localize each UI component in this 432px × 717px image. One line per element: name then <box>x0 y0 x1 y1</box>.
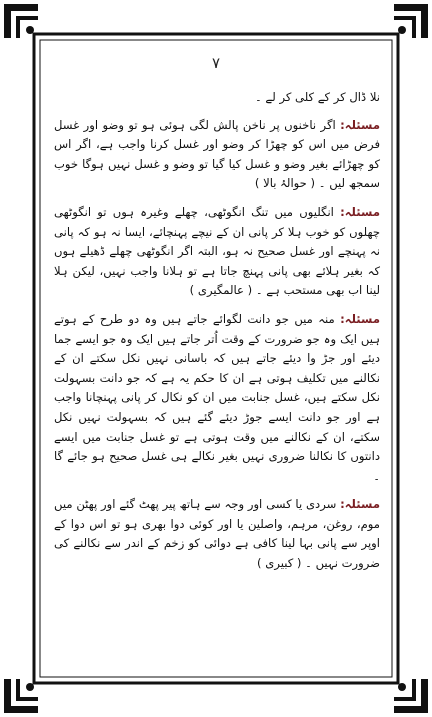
masala-paragraph <box>54 495 380 573</box>
masala-label: مسئلہ: <box>340 497 380 512</box>
paragraph-text: سردی یا کسی اور وجہ سے ہاتھ پیر پھٹ گئے اور پھٹن میں موم، روغن، مرہم، واصلین یا اور کوئی دوا بھری ہو تو اس دوا کے اوپر سے پانی بہا لینا کافی ہے دوائی کو زخم کے اندر سے نکالنے کی ضرورت نہیں ۔ <box>54 497 380 571</box>
reference-note: ( عالمگیری ) <box>189 283 253 298</box>
masala-paragraph <box>54 116 380 194</box>
continuation-line <box>54 88 380 108</box>
reference-note: ( حوالۂ بالا ) <box>254 176 316 191</box>
paragraph-text: منہ میں جو دانت لگوائے جاتے ہیں وہ دو طرح کے ہوتے ہیں ایک وہ جو ضرورت کے وقت اُتر جاتے ہیں ایک وہ جو ایسے جما دیئے اور جڑ وا دیئے جاتے ہیں کہ باسانی نہیں نکل سکتے ان کے نکالنے میں تکلیف ہوتی ہے ان کا حکم یہ ہے کہ جو دانت بسہولت نکل سکتے ہیں، غسل جنابت میں ان کو نکال کر پانی پہنچانا واجب ہے اور جو دانت ایسے جوڑ دیئے گئے ہیں کہ بسہولت نہیں نکل سکتے، ان کے نکالنے میں وقت ہوتی ہے تو غسل جنابت میں ایسے دانتوں کا نکالنا ضروری نہیں بغیر نکالے ہی غسل صحیح ہو جائے گا ۔ <box>54 311 380 483</box>
masala-label: مسئلہ: <box>340 117 381 132</box>
masala-paragraph <box>54 203 380 301</box>
masala-label: مسئلہ: <box>340 204 380 219</box>
masala-label: مسئلہ: <box>340 311 381 326</box>
paragraph-text: نلا ڈال کر کے کلی کر لے ۔ <box>254 90 380 104</box>
page-body <box>54 88 380 583</box>
masala-paragraph <box>54 310 380 486</box>
page-number: ۷ <box>211 54 221 72</box>
reference-note: ( کبیری ) <box>257 556 302 571</box>
book-page <box>46 44 386 672</box>
paragraph-text: اگر ناخنوں پر ناخن پالش لگی ہوئی ہو تو وضو اور غسل فرض میں اس کو چھڑا کر وضو اور غسل کرنا واجب ہے، اگر اس کو چھڑائے بغیر وضو و غسل کیا گیا تو وضو و غسل نہیں ہوگا خوب سمجھ لیں ۔ <box>54 117 380 191</box>
paragraph-text: انگلیوں میں تنگ انگوٹھی، چھلے وغیرہ ہوں تو انگوٹھی چھلوں کو خوب ہلا کر پانی ان کے نیچے پہنچائے، ایسا نہ ہو کہ پانی نہ پہنچے اور غسل صحیح نہ ہو، البتہ اگر انگوٹھی چھلے ڈھیلے ہوں کہ بغیر ہلائے بھی پانی پہنچ جاتا ہے تو ہلانا واجب نہیں، لیکن ہلا لینا اب بھی مستحب ہے ۔ <box>54 204 380 298</box>
